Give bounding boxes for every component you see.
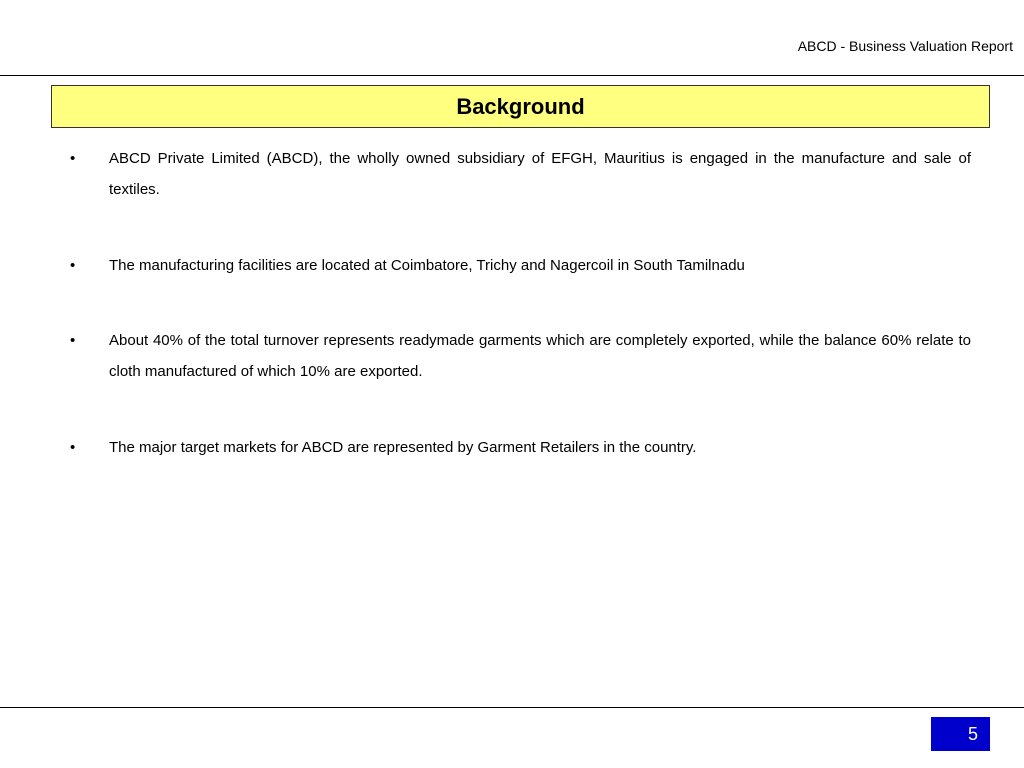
bullet-text: The major target markets for ABCD are represented by Garment Retailers in the country. <box>109 439 697 456</box>
page-number: 5 <box>967 723 978 744</box>
report-header-title: ABCD - Business Valuation Report <box>797 38 1013 54</box>
bullet-marker: • <box>70 332 76 349</box>
bullet-text: The manufacturing facilities are located at Coimbatore, Trichy and Nagercoil in South Tamilnadu <box>109 257 745 274</box>
page-number-badge <box>931 717 990 751</box>
slide-title: Background <box>456 93 585 119</box>
bullet-marker: • <box>70 150 76 167</box>
footer-divider <box>0 707 1024 708</box>
bullet-text: About 40% of the total turnover represents readymade garments which are completely exported, while the balance 60% relate to cloth manufactured of which 10% are exported. <box>109 332 971 380</box>
bullet-marker: • <box>70 439 76 456</box>
bullet-text: ABCD Private Limited (ABCD), the wholly owned subsidiary of EFGH, Mauritius is engaged in the manufacture and sale of textiles. <box>109 150 971 198</box>
bullet-marker: • <box>70 257 76 274</box>
